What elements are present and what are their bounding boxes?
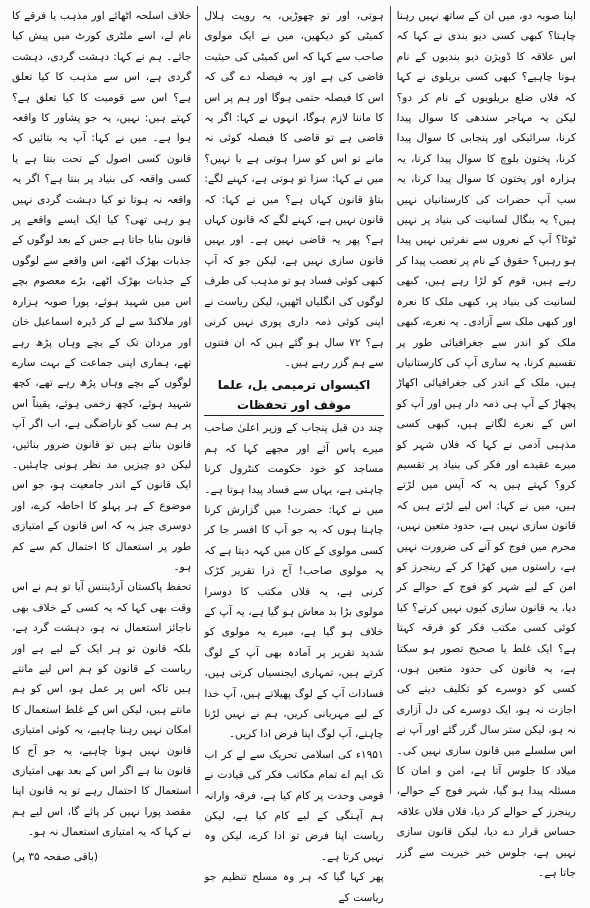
- column-right: [390, 6, 582, 880]
- column-left-text: خلاف اسلحہ اٹھائے اور مذہب یا فرقے کا نام لے، اسے ملٹری کورٹ میں پیش کیا جائے۔ ہم نے کہا: دہشت گردی، دہشت گردی ہے، اس سے مذہب کا کیا تعلق ہے؟ اس سے قومیت کا کیا تعلق ہے؟ کہتے ہیں: نہیں، یہ جو پشاور کا واقعہ ہوا ہے۔ میں نے کہا: آپ یہ بتائیں کہ قانون کسی اصول کے تحت بنتا ہے یا کسی واقعہ کی بنیاد پر بنتا ہے؟ اگر یہ واقعہ نہ ہوتا تو کیا دہشت گردی نہیں ہو رہی تھی؟ کیا ایک ایسے واقعے پر قانون بنایا جاتا ہے جس کے بعد لوگوں کے جذبات بھڑک اٹھے، اس واقعے سے لوگوں کے جذبات بھڑک اٹھے، بڑے معصوم بچے اس میں شہید ہوئے، پورا صوبہ ہزارہ اور ملاکنڈ سے لے کر ڈیرہ اسماعیل خان اور مردان تک کے بچے وہاں پڑھ رہے تھے، ہماری اپنی جماعت کے بہت سارے لوگوں کے بچے وہاں پڑھ رہے تھے، کچھ شہید ہوئے، کچھ زخمی ہوئے، یقیناً اس پر ہم سب کو ناراضگی ہے، اب اگر آپ قانون بناتے ہیں تو قانون ضرور بنائیں، لیکن دو چیزیں مد نظر ہونی چاہئیں۔ ایک قانون کے اندر جامعیت ہو، جو اس موضوع کے ہر پہلو کا احاطہ کرے، اور دوسری چیز یہ کہ اس قانون کے امتیازی طور پر استعمال کا احتمال کم سے کم ہو۔: [12, 10, 192, 573]
- column-middle-text-2: چند دن قبل پنجاب کے وزیر اعلیٰ صاحب میرے پاس آئے اور مجھے کہا کہ ہم مساجد کو خود حکومت کنٹرول کرنا چاہتی ہے، یہاں سے فساد پیدا ہوتا ہے۔ میں نے کہا: حضرت! میں گزارش کرنا چاہتا ہوں کہ یہ جو آپ کا افسر جا کر کسی مولوی کے کان میں کہہ دیتا ہے کہ یہ مولوی صاحب! آج ذرا تقریر کڑک کرنی ہے، یہ فلاں مکتب کا دوسرا مولوی بڑا بد معاش ہو گیا ہے، یہ آپ کے خلاف ہو گیا ہے، میرے یہ مولوی کو شدید تقریر پر آمادہ بھی آپ کے لوگ کرتے ہیں، تمہاری ایجنسیاں کرتی ہیں، فسادات آپ کے لوگ پھیلاتے ہیں، آپ خدا کے لیے مہربانی کریں، ہم نے نہیں لڑنا چاہتے، آپ لوگ اپنا فرض ادا کریں۔: [204, 422, 384, 741]
- column-middle: [197, 6, 389, 904]
- continued-note: (باقی صفحہ ۳۵ پر): [12, 850, 99, 863]
- column-middle-text-4: پھر کہا گیا کہ ہر وہ مسلح تنظیم جو ریاست کے: [204, 871, 384, 904]
- section-subheading: اکیسواں ترمیمی بل، علما موقف اور تحفظات: [204, 375, 383, 416]
- column-middle-text-3: ۱۹۵۱ء کی اسلامی تحریک سے لے کر اب تک ایم اے تمام مکاتب فکر کی قیادت نے قومی وحدت پر کام کیا ہے، فرقہ وارانہ ہم آہنگی کے لیے کام کیا ہے، لیکن ریاست اپنا فرض تو ادا کرے، لیکن وہ نہیں کرتا ہے۔: [204, 748, 384, 863]
- column-left: [6, 6, 197, 863]
- text-columns: [6, 6, 582, 904]
- column-right-text: اپنا صوبہ دو، میں ان کے ساتھ نہیں رہنا چاہتا؟ کبھی کسی دیو بندی نے کہا کہ اس علاقہ کا ڈویژن دیو بندیوں کے نام ہونا چاہیے؟ کبھی کسی بریلوی نے کہا کہ فلاں ضلع بریلویوں کے نام کر دو؟ لیکن یہ مہاجر سندھی کا سوال پیدا کرنا، سرائیکی اور پنجابی کا سوال پیدا کرنا، پختون بلوچ کا سوال پیدا کرنا، یہ ہزارہ اور پختون کا سوال پیدا کرنا، یہ سب آپ حضرات کی کارستانیاں نہیں ہیں؟ یہ بنگال لسانیت کی بنیاد پر نہیں ٹوٹا؟ آپ کے نعروں سے نفرتیں نہیں پیدا ہو رہیں؟ حقوق کے نام پر تعصب پیدا کر رہے ہیں، قوم کو لڑا رہے ہیں، کبھی لسانیت کی بنیاد پر، کبھی ملک کا نعرہ اور کبھی ملک سے آزادی۔ یہ نعرے، کبھی ملک کو اندر سے جغرافیائی طور پر تقسیم کرنا، یہ ساری آپ کی کارستانیاں ہیں، ملک کے اندر کی جغرافیائی اکھاڑ پچھاڑ کے آپ ہی ذمہ دار ہیں اور آپ کو اس کے نعرے لگاتے ہیں، کبھی کسی مذہبی آدمی نے کہا کہ فلاں شہر کو میرے عقیدے اور فکر کی بنیاد پر تقسیم کرو؟ کہتے ہیں یہ کہ آپس میں لڑتے ہیں، میں نے کہا: اس لیے لڑتے ہیں کہ قانون سازی نہیں ہے، حدود متعین نہیں، محرم میں فوج کو آنے کی ضرورت نہیں ہے، راستوں میں کھڑا کر کے رینجرز کو امن کے لیے شہر کو فوج کے حوالے کر دیا، یہ قانون سازی کیوں نہیں کرتے؟ کیا کوئی کسی مکتب فکر کو فرقہ کہتا ہے؟ ایک غلط یا صحیح تصور ہو سکتا ہے، یہ قانون کی حدود متعین ہوں، کسی کو دوسرے کو تکلیف دینے کی اجازت نہ ہو، ایک دوسرے کی دل آزاری نہ ہو، لیکن ستر سال گزر گئے اور آپ نے اس سلسلے میں قانون سازی نہیں کی۔ میلاد کا جلوس آتا ہے، امن و امان کا مسئلہ پیدا ہو گیا، شہر فوج کے حوالے، رینجرز کے حوالے کر دیا، فلاں فلاں علاقہ حساس قرار دے دیا، لیکن قانون سازی نہیں ہے، جلوس خیر خیریت سے گزر جاتا ہے۔: [396, 10, 576, 880]
- column-left-text-2: تحفظ پاکستان آرڈیننس آیا تو ہم نے اس وقت بھی کہا کہ یہ کسی کے خلاف بھی ناجائز استعمال نہ ہو، دہشت گرد ہے، بلکہ قانون تو ہر ایک کے لیے ہے اور ریاست کے قانون کو ہم اس لیے مانتے ہیں تاکہ اس پر عمل ہو، اس کو ہم مانتے ہیں، لیکن اس کے غلط استعمال کا امکان نہیں رہنا چاہیے، یہ کوئی امتیازی قانون نہیں ہونا چاہیے، یہ جو آج کا قانون بنا ہے اگر اس کے بعد بھی امتیازی استعمال کا احتمال رہے تو یہ قانون اپنا مقصد پورا نہیں کر پائے گا، اس لیے ہم نے کہا کہ یہ امتیازی استعمال نہ ہو۔: [12, 581, 192, 839]
- column-middle-text: ہوتی، اور تو چھوڑیں، یہ رویت ہلال کمیٹی کو دیکھیں، میں نے ایک مولوی صاحب سے کہا کہ اس کمیٹی کی حیثیت قاضی کی ہے اور یہ فیصلہ دے گی کہ اس کا فیصلہ حتمی ہوگا اور ہم پر اس کا ماننا لازم ہوگا، انہوں نے کہا: اگر یہ قاضی ہے تو قاضی کا فیصلہ کوئی نہ مانے تو اس کو سزا ہوتی ہے یا نہیں؟ میں نے کہا: سزا تو ہوتی ہے، کہنے لگے: بتاؤ قانون کہاں ہے؟ میں نے کہا: کہ قانون نہیں ہے، کہنے لگے کہ قانون کہاں ہے؟ پھر یہ قاضی نہیں ہے۔ اور یہیں قانون سازی نہیں ہے، لیکن جو کہ آپ کبھی کوئی فساد ہو تو مذہب کی طرف لوگوں کی انگلیاں اٹھیں، لیکن ریاست نے اپنی کوئی ذمہ داری پوری نہیں کرنی ہے؟ ۷۲ سال ہو گئے ہیں کہ ان فتنوں سے ہم گزر رہے ہیں۔: [204, 10, 384, 369]
